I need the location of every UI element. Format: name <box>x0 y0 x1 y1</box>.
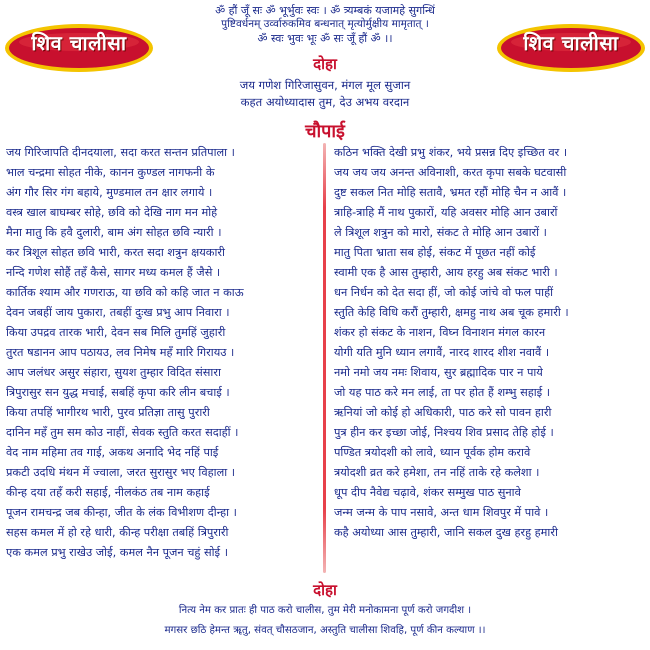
verse-line: धन निर्धन को देत सदा हीं, जो कोई जांचे वो फल पाहीं <box>334 286 554 299</box>
verse-line: नमो नमो जय नमः शिवाय, सुर ब्रह्मादिक पार न पाये <box>334 366 543 379</box>
verse-line: जन्म जन्म के पाप नसावे, अन्त धाम शिवपुर में पावे । <box>334 506 549 519</box>
verse-line: कार्तिक श्याम और गणराऊ, या छवि को कहि जात न काऊ <box>6 286 244 299</box>
verse-line: कर त्रिशूल सोहत छवि भारी, करत सदा शत्रुन क्षयकारी <box>6 246 225 259</box>
verse-line: ले त्रिशूल शत्रुन को मारो, संकट ते मोहि आन उबारों । <box>334 226 547 239</box>
verse-line: शंकर हो संकट के नाशन, विघ्न विनाशन मंगल कारन <box>334 326 546 339</box>
verse-line: प्रकटी उदधि मंथन में ज्वाला, जरत सुरासुर भए विहाला । <box>6 466 236 479</box>
closing-doha-heading: दोहा <box>313 581 337 599</box>
verse-line: अंग गौर सिर गंग बहाये, मुण्डमाल तन क्षार लगाये । <box>6 186 213 199</box>
verse-line: किया उपद्रव तारक भारी, देवन सब मिलि तुमहिं जुहारी <box>6 326 226 339</box>
verse-line: त्रिपुरासुर सन युद्ध मचाई, सबहिं कृपा करि लीन बचाई । <box>6 386 230 399</box>
verse-line: तुरत षडानन आप पठायउ, लव निमेष महँ मारि गिरायउ । <box>6 346 235 359</box>
verse-column-right <box>334 143 644 573</box>
verse-line: पूजन रामचन्द्र जब कीन्हा, जीत के लंक विभीशण दीन्हा । <box>6 506 237 519</box>
verse-line: जो यह पाठ करे मन लाई, ता पर होत हैं शम्भु सहाई । <box>334 386 551 399</box>
verse-line: आप जलंधर असुर संहारा, सुयश तुम्हार विदित संसारा <box>6 366 221 379</box>
verse-line: वस्त्र खाल बाघम्बर सोहे, छवि को देखि नाग मन मोहे <box>6 206 218 219</box>
opening-doha-line-2: कहत अयोध्यादास तुम, देउ अभय वरदान <box>240 95 410 109</box>
verse-line: दुष्ट सकल नित मोहि सतावै, भ्रमत रहौं मोहि चैन न आवैं । <box>334 186 567 199</box>
verse-line: त्राहि-त्राहि मैं नाथ पुकारों, यहि अवसर मोहि आन उबारों <box>334 206 558 219</box>
verse-column-left <box>6 143 316 573</box>
verse-line: जय गिरिजापति दीनदयाला, सदा करत सन्तन प्रतिपाला । <box>6 146 235 159</box>
verse-line: देवन जबहीं जाय पुकारा, तबहीं दुःख प्रभु आप निवारा । <box>6 306 230 319</box>
verse-line: मैना मातु कि हवै दुलारी, बाम अंग सोहत छवि न्यारी । <box>6 226 222 239</box>
doha-heading: दोहा <box>313 55 337 73</box>
verse-line: किया तपहिं भागीरथ भारी, पुरव प्रतिज्ञा तासु पुरारी <box>6 406 210 419</box>
mantra-line-3: ॐ स्वः भुवः भूः ॐ सः जूँ हौं ॐ ।। <box>257 32 393 45</box>
chaupai-heading: चौपाई <box>305 121 345 142</box>
closing-doha-line-2: मगसर छठि हेमन्त ॠतु, संवत् चौसठजान, अस्तुति चालीसा शिवहि, पूर्ण कीन कल्याण ।। <box>164 625 486 636</box>
title-badge-right-label: शिव चालीसा <box>523 31 619 55</box>
verse-line: दानिन महँ तुम सम कोउ नाहीं, सेवक स्तुति करत सदाहीं । <box>6 426 239 439</box>
verse-line: धूप दीप नैवेद्य चढ़ावे, शंकर सम्मुख पाठ सुनावे <box>334 486 521 499</box>
verse-line: कठिन भक्ति देखी प्रभु शंकर, भये प्रसन्न दिए इच्छित वर । <box>334 146 568 159</box>
opening-doha-line-1: जय गणेश गिरिजासुवन, मंगल मूल सुजान <box>239 78 411 92</box>
verse-line: ऋनियां जो कोई हो अधिकारी, पाठ करे सो पावन हारी <box>334 406 552 419</box>
column-divider <box>323 143 326 573</box>
title-badge-left-label: शिव चालीसा <box>31 31 127 55</box>
mantra-line-2: पुष्टिवर्धनम् उर्व्वारुकमिव बन्धनात् मृत्योर्मुक्षीय मामृतात् । <box>221 18 429 30</box>
verse-line: स्तुति केहि विधि करौं तुम्हारी, क्षमहु नाथ अब चूक हमारी । <box>334 306 569 319</box>
verse-line: वेद नाम महिमा तव गाई, अकथ अनादि भेद नहिं पाई <box>6 446 219 459</box>
verse-line: पुत्र हीन कर इच्छा जोई, निश्चय शिव प्रसाद तेहि होई । <box>334 426 554 439</box>
verse-line: स्वामी एक है आस तुम्हारी, आय हरहु अब संकट भारी । <box>334 266 558 279</box>
verse-line: योगी यति मुनि ध्यान लगावैं, नारद शारद शीश नवावैं । <box>334 346 550 359</box>
verse-line: कीन्ह दया तहँ करी सहाई, नीलकंठ तब नाम कहाई <box>6 486 210 499</box>
mantra-line-1: ॐ हौं जूँ सः ॐ भूर्भुवः स्वः । ॐ त्र्यम्बकं यजामहे सुगन्धिं <box>215 4 435 17</box>
verse-line: त्रयोदशी व्रत करे हमेशा, तन नहिं ताके रहे कलेशा । <box>334 466 540 479</box>
closing-doha-line-1: नित्य नेम कर प्रातः ही पाठ करो चालीस, तुम मेरी मनोकामना पूर्ण करो जगदीश । <box>178 605 472 616</box>
verse-line: मातु पिता भ्राता सब होई, संकट में पूछत नहीं कोई <box>334 246 536 259</box>
verse-line: भाल चन्द्रमा सोहत नीके, कानन कुण्डल नागफनी के <box>6 166 215 179</box>
verse-line: जय जय जय अनन्त अविनाशी, करत कृपा सबके घटवासी <box>334 166 567 179</box>
verse-line: नन्दि गणेश सोहैं तहँ कैसे, सागर मध्य कमल हैं जैसे । <box>6 266 221 279</box>
verse-line: पण्डित त्रयोदशी को लावे, ध्यान पूर्वक होम करावे <box>334 446 531 459</box>
verse-line: कहै अयोध्या आस तुम्हारी, जानि सकल दुख हरहु हमारी <box>334 526 558 539</box>
verse-line: सहस कमल में हो रहे धारी, कीन्ह परीक्षा तबहिं त्रिपुरारी <box>6 526 229 539</box>
verse-line: एक कमल प्रभु राखेउ जोई, कमल नैन पूजन चहुं सोई । <box>6 546 228 559</box>
